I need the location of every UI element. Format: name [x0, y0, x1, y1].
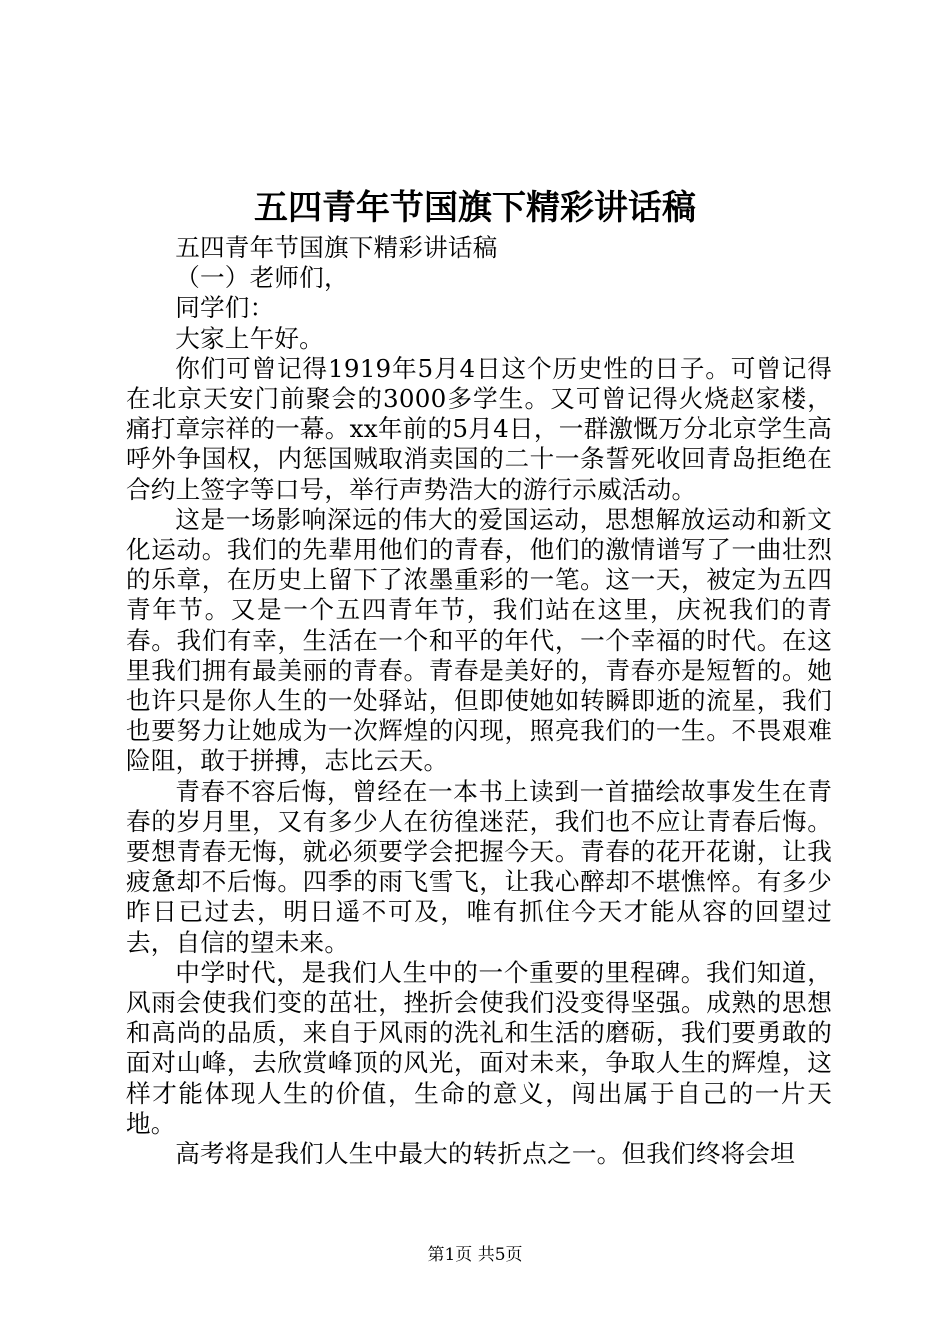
document-body [126, 233, 832, 1169]
paragraph-youth: 青春不容后悔，曾经在一本书上读到一首描绘故事发生在青春的岁月里，又有多少人在彷徨迷茫，我们也不应让青春后悔。要想青春无悔，就必须要学会把握今天。青春的花开花谢，让我疲惫却不后悔。四季的雨飞雪飞，让我心醉却不堪憔悴。有多少昨日已过去，明日遥不可及，唯有抓住今天才能从容的回望过去，自信的望未来。 [126, 776, 832, 957]
paragraph-movement: 这是一场影响深远的伟大的爱国运动，思想解放运动和新文化运动。我们的先辈用他们的青春，他们的激情谱写了一曲壮烈的乐章，在历史上留下了浓墨重彩的一笔。这一天，被定为五四青年节。又是一个五四青年节，我们站在这里，庆祝我们的青春。我们有幸，生活在一个和平的年代，一个幸福的时代。在这里我们拥有最美丽的青春。青春是美好的，青春亦是短暂的。她也许只是你人生的一处驿站，但即使她如转瞬即逝的流星，我们也要努力让她成为一次辉煌的闪现，照亮我们的一生。不畏艰难险阻，敢于拼搏，志比云天。 [126, 504, 832, 776]
paragraph-middle-school: 中学时代，是我们人生中的一个重要的里程碑。我们知道，风雨会使我们变的茁壮，挫折会使我们没变得坚强。成熟的思想和高尚的品质，来自于风雨的洗礼和生活的磨砺，我们要勇敢的面对山峰，去欣赏峰顶的风光，面对未来，争取人生的辉煌，这样才能体现人生的价值，生命的意义，闯出属于自己的一片天地。 [126, 957, 832, 1138]
paragraph-salutation-teachers: （一）老师们， [175, 263, 349, 293]
paragraph-history: 你们可曾记得1919年5月4日这个历史性的日子。可曾记得在北京天安门前聚会的3000多学生。又可曾记得火烧赵家楼，痛打章宗祥的一幕。xx年前的5月4日，一群激慨万分北京学生高呼外争国权，内惩国贼取消卖国的二十一条誓死收回青岛拒绝在合约上签字等口号，举行声势浩大的游行示威活动。 [126, 353, 832, 504]
paragraph-subtitle: 五四青年节国旗下精彩讲话稿 [175, 233, 498, 262]
paragraph-exam: 高考将是我们人生中最大的转折点之一。但我们终将会坦 [175, 1139, 796, 1169]
paragraph-greeting: 大家上午好。 [175, 323, 324, 353]
paragraph-salutation-students: 同学们： [175, 293, 275, 323]
document-title: 五四青年节国旗下精彩讲话稿 [254, 188, 696, 228]
page-number-footer: 第1页 共5页 [427, 1245, 523, 1265]
